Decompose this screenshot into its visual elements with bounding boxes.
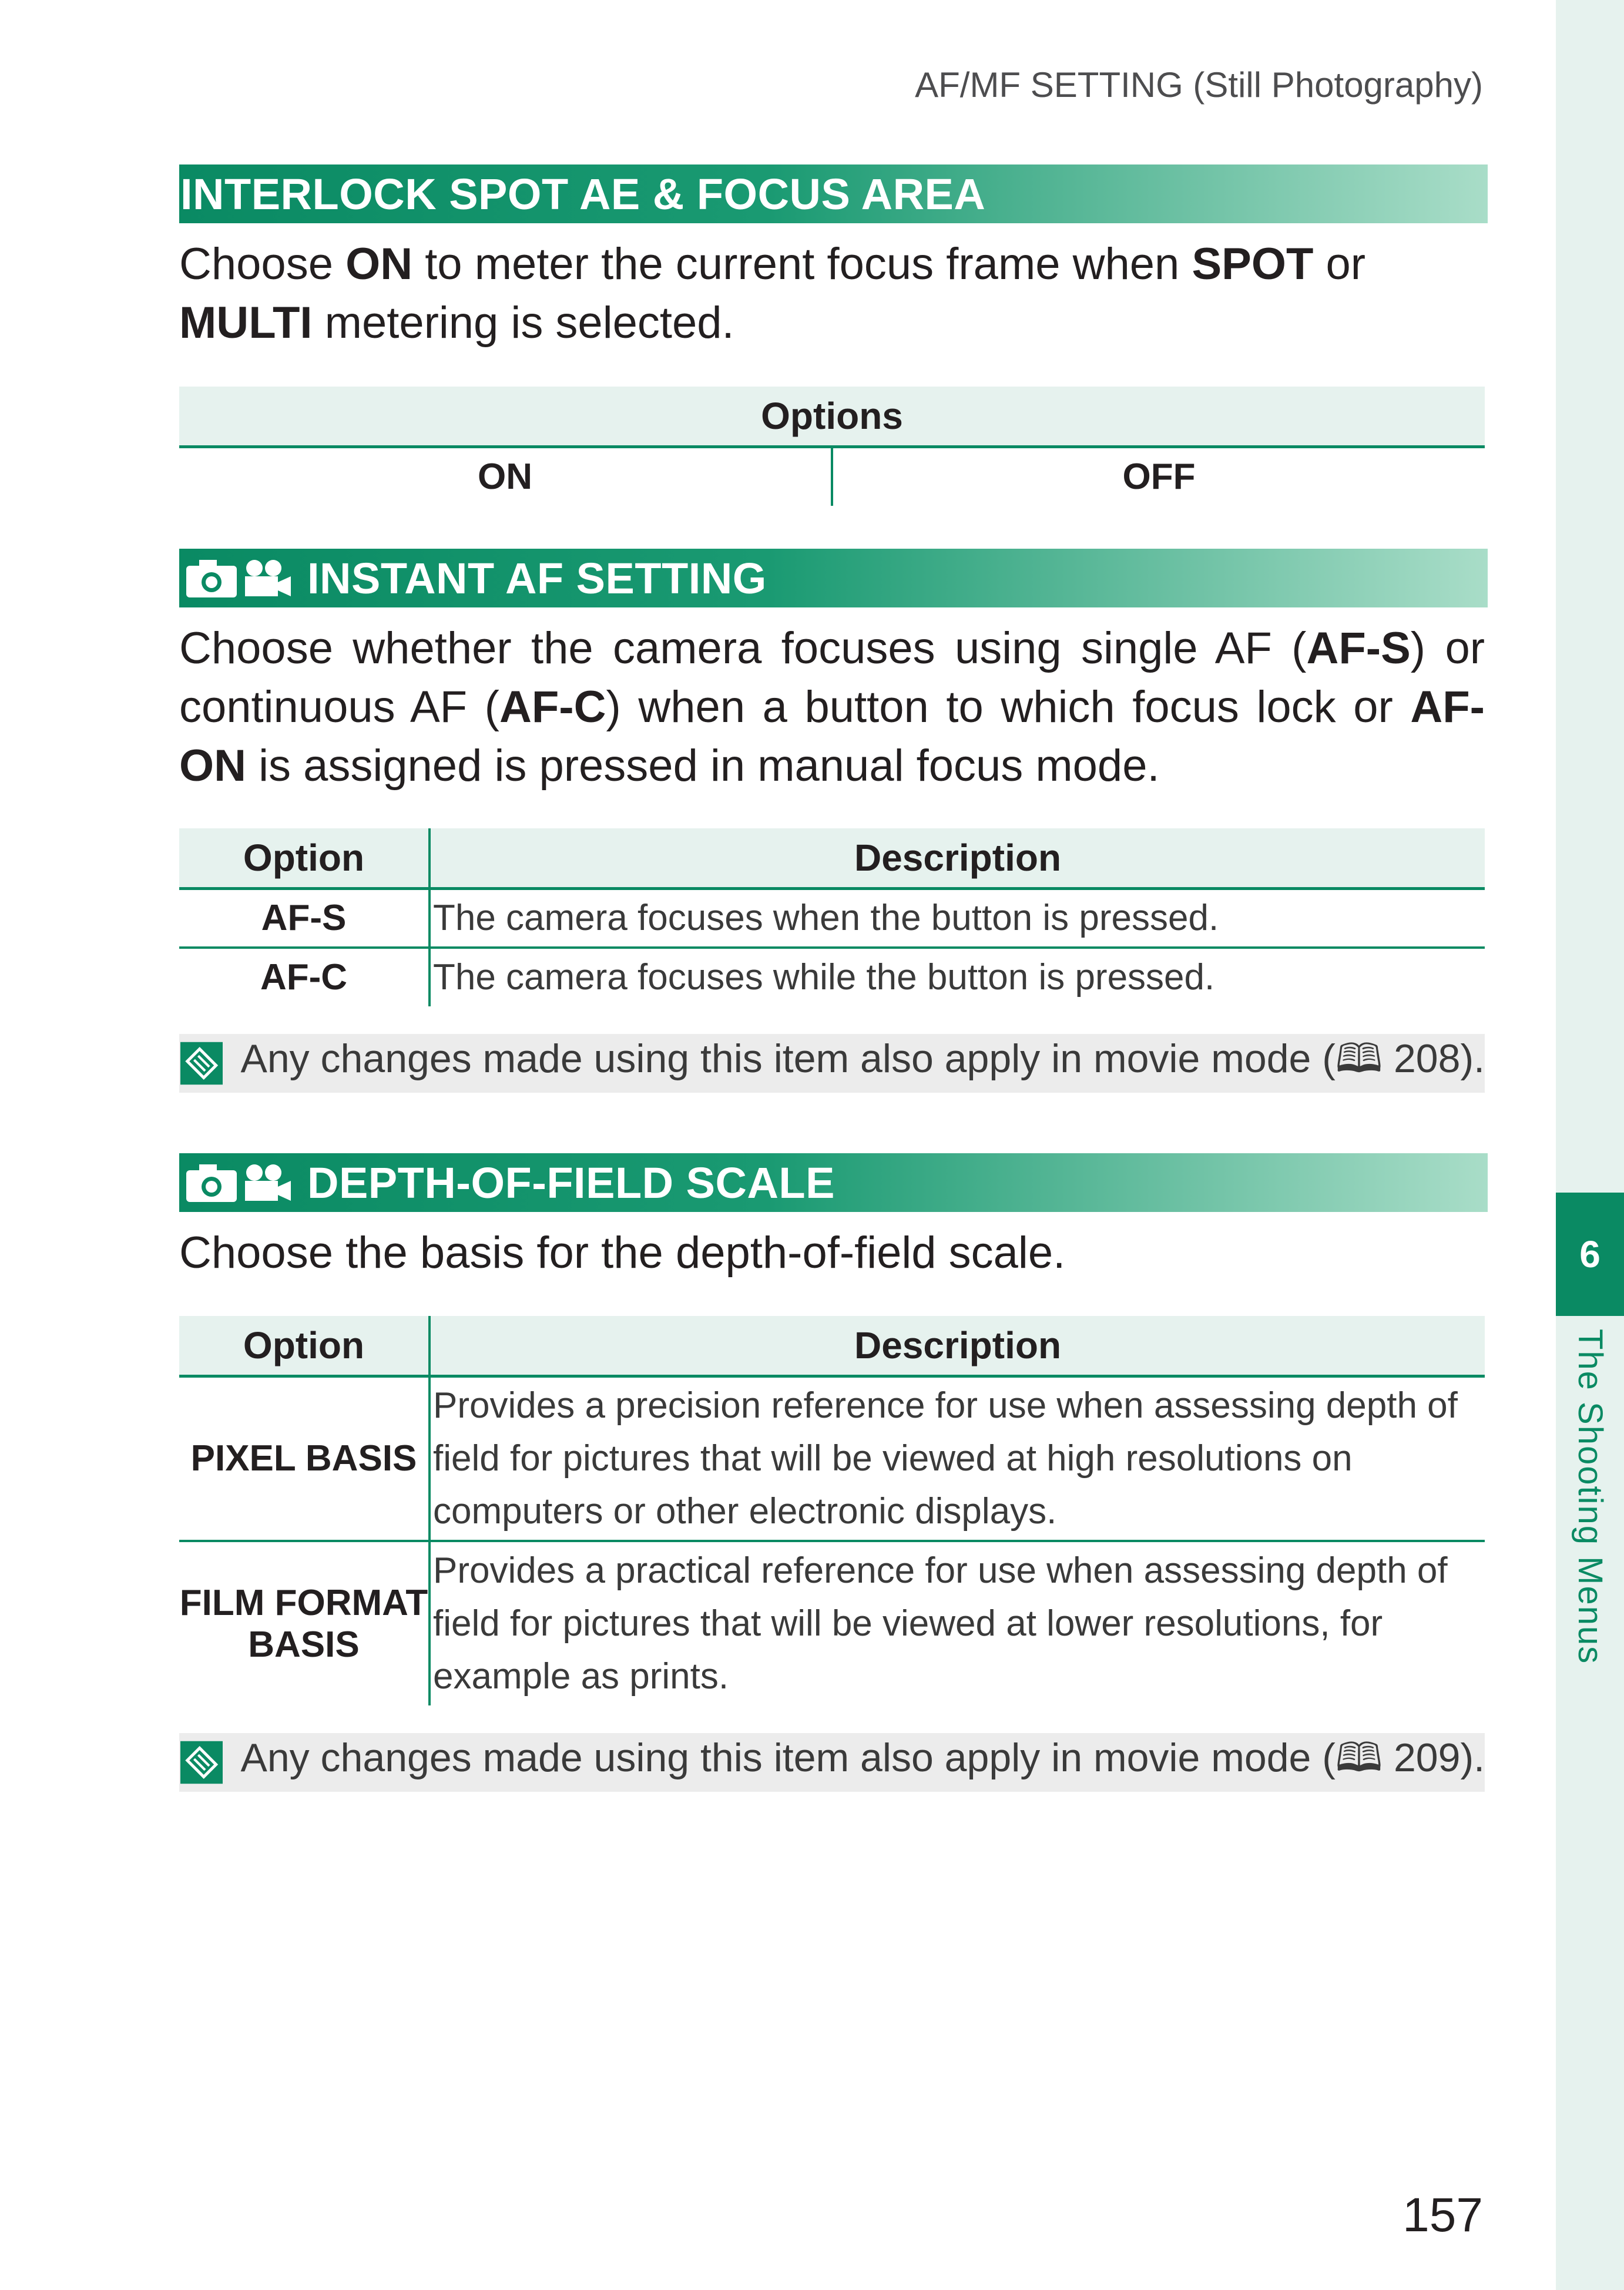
page-reference[interactable]: 208 <box>1393 1036 1461 1081</box>
table-row: FILM FORMAT BASIS Provides a practical reference for use when assessing depth of field for pictures that will be viewed at lower resolutions, for example as prints. <box>179 1541 1485 1705</box>
book-icon: 🕮 <box>1335 1735 1383 1780</box>
table-row: PIXEL BASIS Provides a precision reference for use when assessing depth of field for pictures that will be viewed at high resolutions on computers or other electronic displays. <box>179 1376 1485 1541</box>
section-heading-interlock-spot-ae <box>179 164 1488 223</box>
col-option-header: Option <box>179 1316 430 1376</box>
section-title: INTERLOCK SPOT AE & FOCUS AREA <box>180 169 986 219</box>
chapter-label: The Shooting Menus <box>1571 1329 1609 1665</box>
movie-camera-icon <box>241 559 292 597</box>
table-row: AF-C The camera focuses while the button is pressed. <box>179 948 1485 1006</box>
section-description: Choose ON to meter the current focus frame when SPOT or MULTI metering is selected. <box>179 239 1366 348</box>
page-reference[interactable]: 209 <box>1393 1735 1461 1780</box>
movie-camera-icon <box>241 1163 292 1202</box>
options-table <box>179 1316 1485 1705</box>
options-table <box>179 387 1485 506</box>
section-description: Choose the basis for the depth-of-field scale. <box>179 1228 1066 1278</box>
options-table <box>179 828 1485 1006</box>
note-icon <box>180 1037 223 1089</box>
section-title: INSTANT AF SETTING <box>307 553 767 603</box>
chapter-side-tab <box>1556 0 1624 2290</box>
still-camera-icon <box>186 559 237 597</box>
still-camera-icon <box>186 1163 237 1202</box>
note-box: Any changes made using this item also apply in movie mode (🕮 208). <box>179 1034 1485 1093</box>
col-option-header: Option <box>179 828 430 889</box>
section-title: DEPTH-OF-FIELD SCALE <box>307 1158 835 1207</box>
note-box: Any changes made using this item also apply in movie mode (🕮 209). <box>179 1733 1485 1792</box>
table-row: AF-S The camera focuses when the button is pressed. <box>179 889 1485 948</box>
section-heading-instant-af-setting <box>179 549 1488 607</box>
option-off: OFF <box>832 447 1485 506</box>
options-header: Options <box>179 387 1485 447</box>
section-description: Choose whether the camera focuses using single AF (AF-S) or continuous AF (AF-C) when a button to which focus lock or AF-ON is assigned is pressed in manual focus mode. <box>179 623 1485 791</box>
book-icon: 🕮 <box>1335 1036 1383 1081</box>
note-icon <box>180 1737 223 1788</box>
chapter-number[interactable]: 6 <box>1556 1193 1624 1316</box>
running-header: AF/MF SETTING (Still Photography) <box>915 65 1483 105</box>
option-on: ON <box>478 456 532 498</box>
col-description-header: Description <box>430 828 1485 889</box>
page-number: 157 <box>1402 2188 1483 2242</box>
col-description-header: Description <box>430 1316 1485 1376</box>
section-heading-depth-of-field-scale <box>179 1153 1488 1212</box>
